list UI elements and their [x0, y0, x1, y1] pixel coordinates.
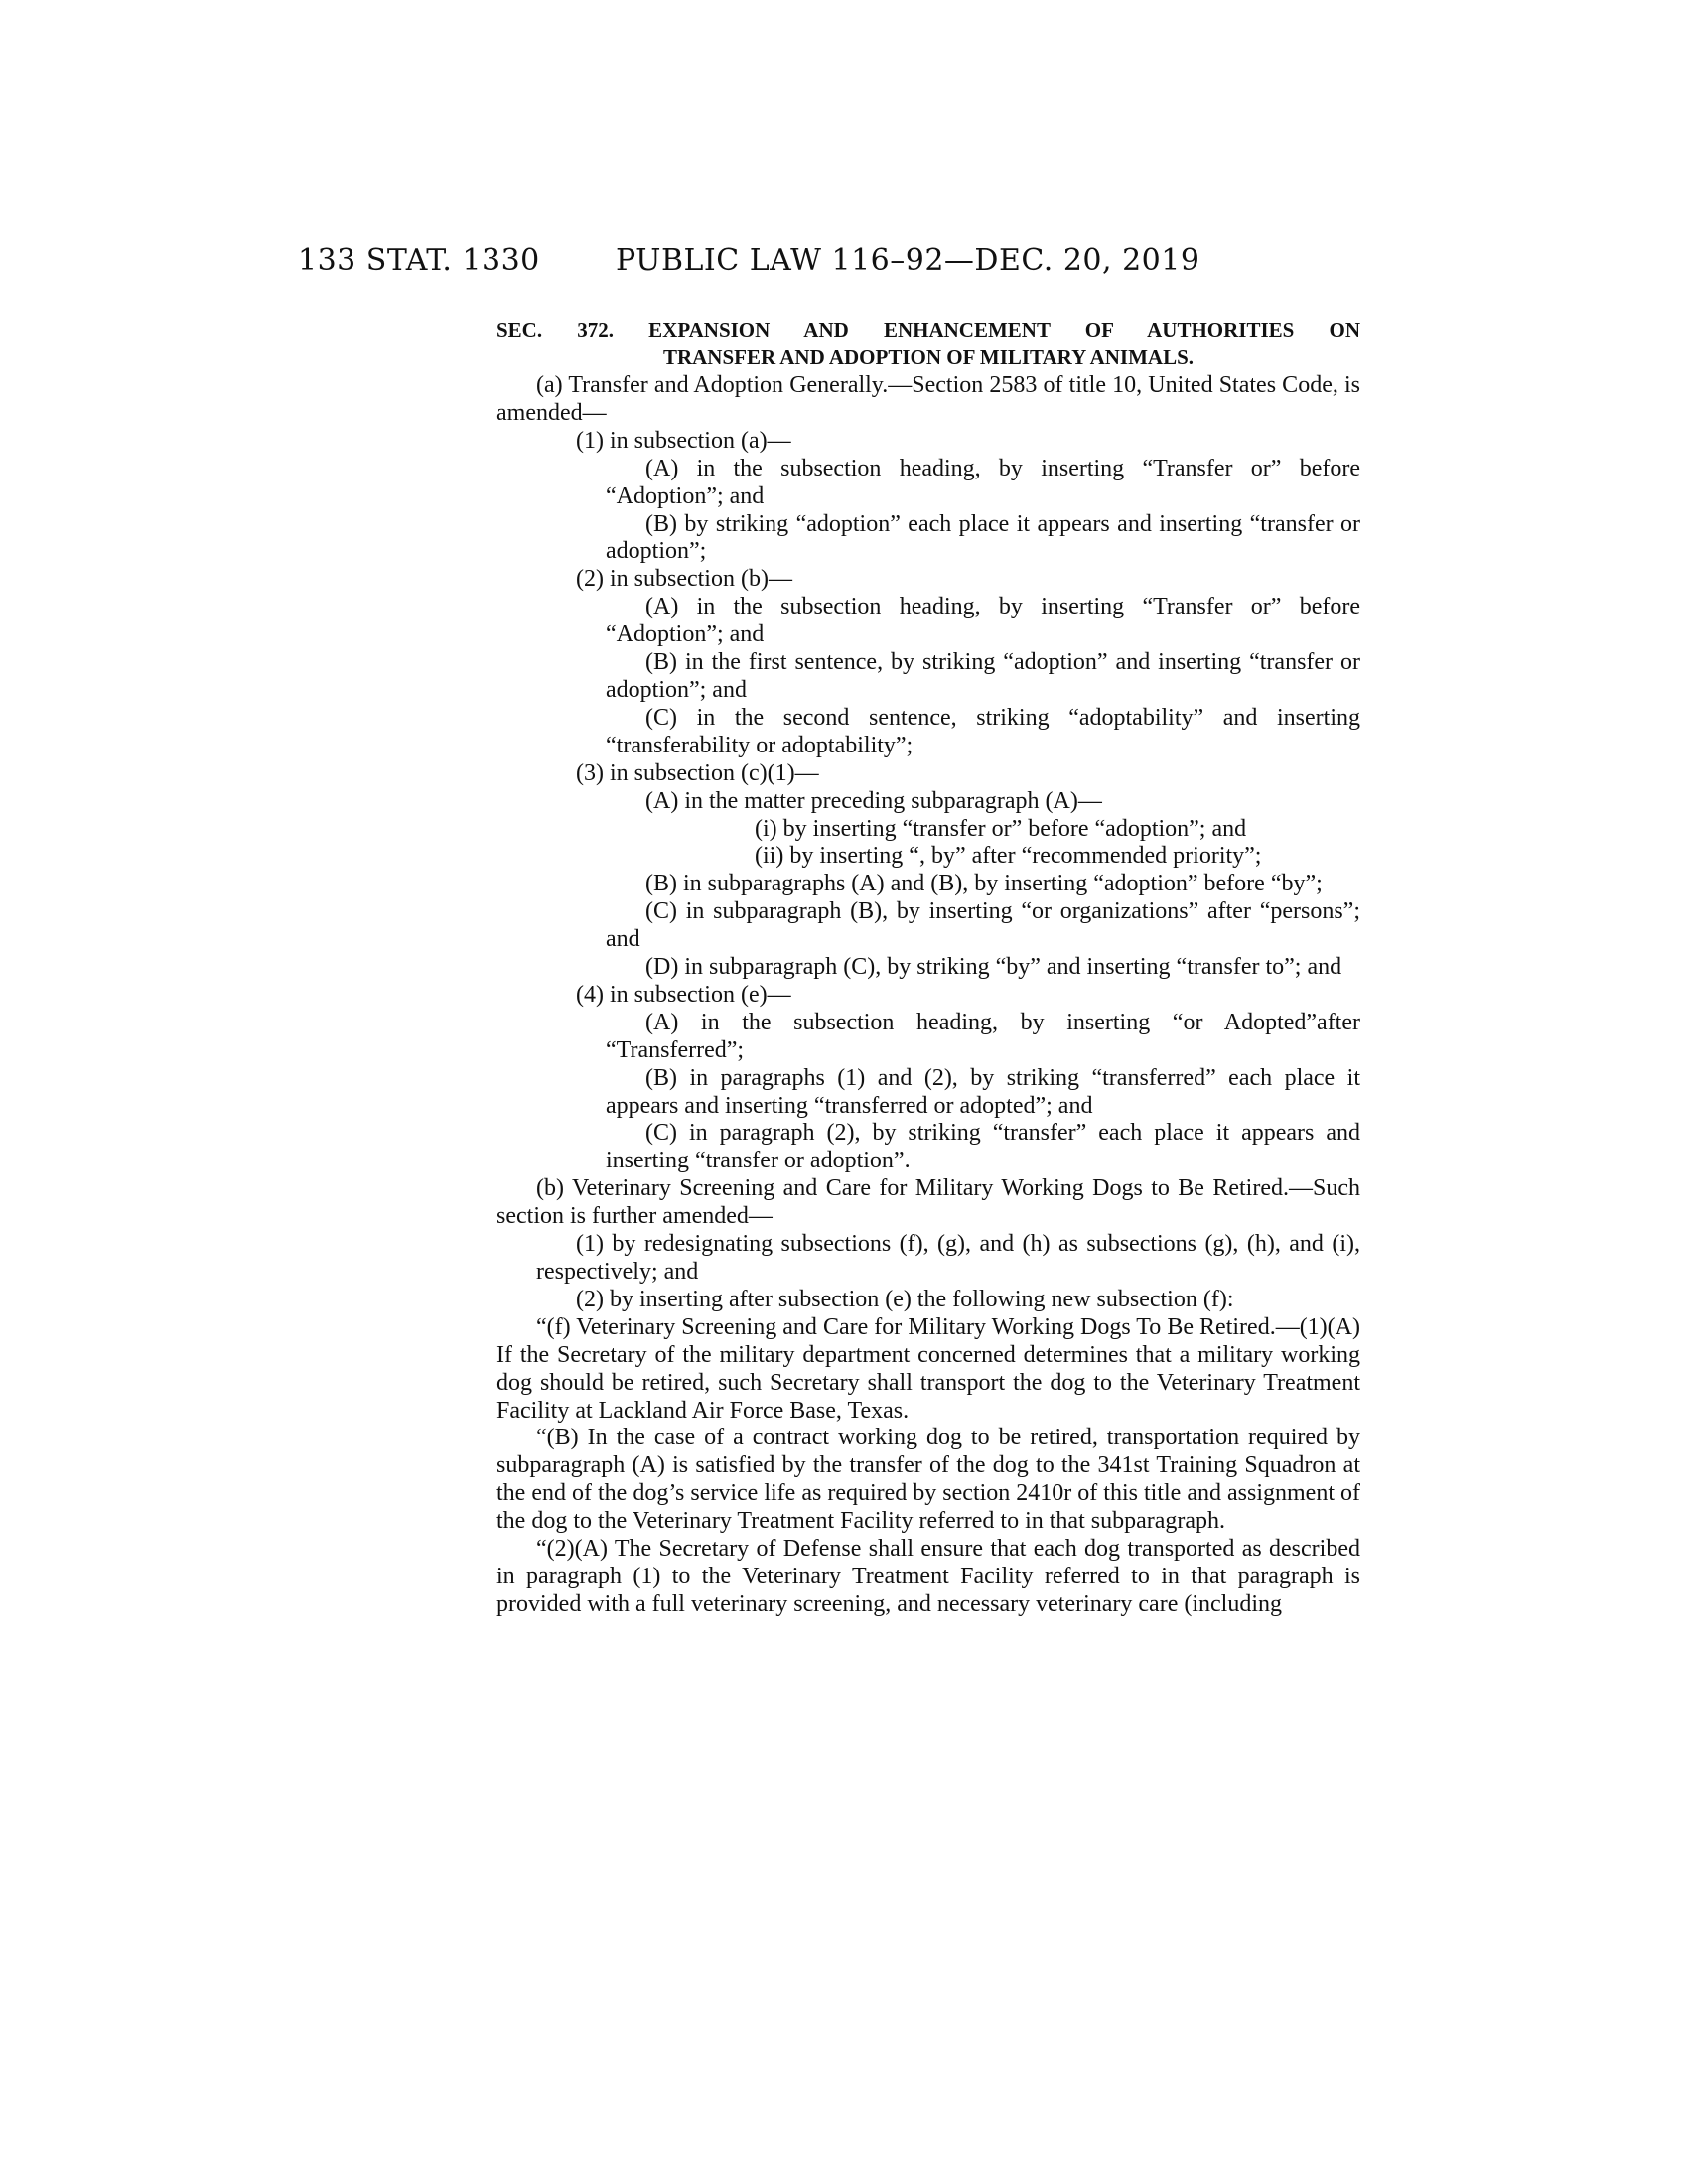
paragraph-a-3-A: (A) in the matter preceding subparagraph (A)— [645, 787, 1102, 814]
paragraph-a-4-C: (C) in paragraph (2), by striking “transfer” each place it appears and inserting “transfer or adoption”. [606, 1120, 1360, 1174]
paragraph-a-3-D: (D) in subparagraph (C), by striking “by” and inserting “transfer to”; and [645, 954, 1342, 981]
paragraph-b-2: (2) by inserting after subsection (e) the following new subsection (f): [576, 1286, 1234, 1312]
paragraph-a-3-C: (C) in subparagraph (B), by inserting “or organizations” after “persons”; and [606, 898, 1360, 953]
quoted-subsection-f-2: “(2)(A) The Secretary of Defense shall ensure that each dog transported as described in paragraph (1) to the Veterinary Treatment Facility referred to in that paragraph is provided with a full veterinary screening, and necessary veterinary care (including [496, 1536, 1360, 1617]
section-heading-line-1: SEC. 372. EXPANSION AND ENHANCEMENT OF AUTHORITIES ON [496, 318, 1360, 341]
quoted-subsection-f-1: “(f) Veterinary Screening and Care for Military Working Dogs To Be Retired.—(1)(A) If the Secretary of the military department concerned determines that a military working dog should be retired, such Secretary shall transport the dog to the Veterinary Treatment Facility at Lackland Air Force Base, Texas. [496, 1313, 1360, 1424]
paragraph-a: (a) Transfer and Adoption Generally.—Section 2583 of title 10, United States Code, is amended— [496, 372, 1360, 426]
paragraph-a-4-A: (A) in the subsection heading, by inserting “or Adopted”after “Transferred”; [606, 1009, 1360, 1063]
paragraph-a-2-A: (A) in the subsection heading, by inserting “Transfer or” before “Adoption”; and [606, 594, 1360, 648]
public-law-reference: PUBLIC LAW 116–92—DEC. 20, 2019 [616, 243, 1200, 278]
paragraph-a-4-B: (B) in paragraphs (1) and (2), by striking “transferred” each place it appears and inserting “transferred or adopted”; and [606, 1064, 1360, 1119]
paragraph-b-1: (1) by redesignating subsections (f), (g), and (h) as subsections (g), (h), and (i), respectively; and [536, 1231, 1360, 1285]
paragraph-a-3-A-i: (i) by inserting “transfer or” before “adoption”; and [755, 815, 1247, 842]
statute-page-reference: 133 STAT. 1330 [298, 243, 540, 278]
paragraph-a-3-B: (B) in subparagraphs (A) and (B), by inserting “adoption” before “by”; [645, 871, 1323, 897]
paragraph-a-1-A: (A) in the subsection heading, by inserting “Transfer or” before “Adoption”; and [606, 455, 1360, 509]
page-header [298, 243, 1390, 283]
paragraph-a-1: (1) in subsection (a)— [576, 427, 791, 454]
quoted-subsection-f-1-B: “(B) In the case of a contract working dog to be retired, transportation required by subparagraph (A) is satisfied by the transfer of the dog to the 341st Training Squadron at the end of the dog’s service life as required by section 2410r of this title and assignment of the dog to the Veterinary Treatment Facility referred to in that subparagraph. [496, 1425, 1360, 1535]
paragraph-a-2-C: (C) in the second sentence, striking “adoptability” and inserting “transferability or adoptability”; [606, 704, 1360, 758]
section-heading-line-2: TRANSFER AND ADOPTION OF MILITARY ANIMALS. [662, 345, 1195, 369]
paragraph-b: (b) Veterinary Screening and Care for Military Working Dogs to Be Retired.—Such section is further amended— [496, 1175, 1360, 1230]
document-body [496, 316, 1360, 1619]
paragraph-a-2: (2) in subsection (b)— [576, 566, 792, 593]
paragraph-a-1-B: (B) by striking “adoption” each place it appears and inserting “transfer or adoption”; [606, 510, 1360, 565]
section-heading [496, 316, 1360, 371]
paragraph-a-4: (4) in subsection (e)— [576, 981, 791, 1008]
paragraph-a-2-B: (B) in the first sentence, by striking “adoption” and inserting “transfer or adoption”; and [606, 649, 1360, 703]
paragraph-a-3-A-ii: (ii) by inserting “, by” after “recommended priority”; [755, 843, 1262, 870]
paragraph-a-3: (3) in subsection (c)(1)— [576, 759, 819, 786]
